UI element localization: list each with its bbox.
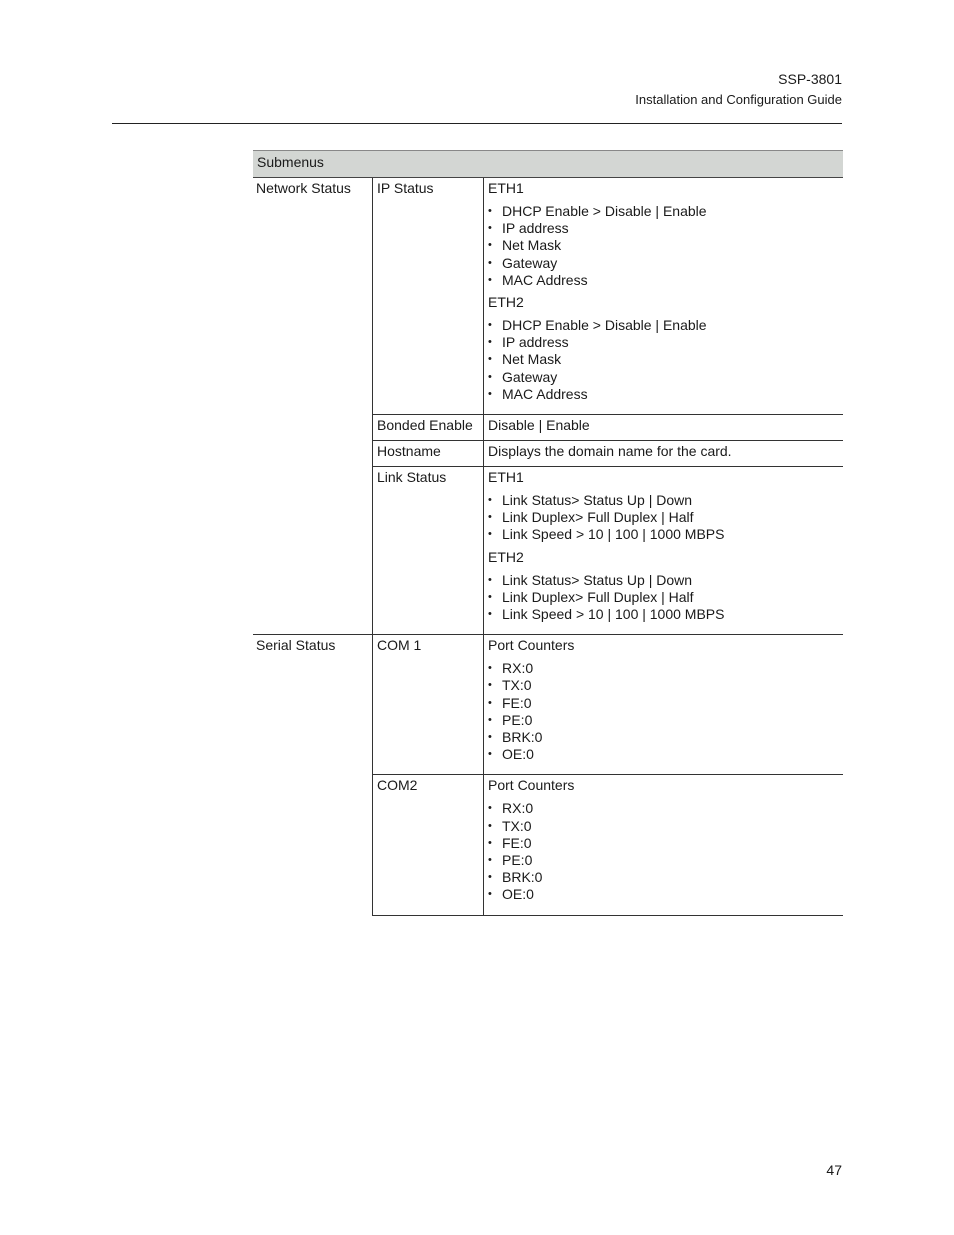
eth1-label: ETH1 xyxy=(488,180,524,196)
network-status-label: Network Status xyxy=(256,180,351,196)
bonded-enable-value: Disable | Enable xyxy=(484,415,844,441)
list-item: • Link Speed > 10 | 100 | 1000 MBPS xyxy=(488,526,839,543)
port-counters-heading: Port Counters xyxy=(488,637,575,654)
list-item: • IP address xyxy=(488,220,839,237)
com1-counters-list xyxy=(488,660,839,763)
header-divider xyxy=(112,123,842,124)
port-counters-heading: Port Counters xyxy=(488,777,575,794)
link-eth1-list xyxy=(488,492,839,544)
page-number: 47 xyxy=(826,1162,842,1178)
link-eth2-list xyxy=(488,572,839,624)
list-item: • OE:0 xyxy=(488,886,839,903)
list-item: • BRK:0 xyxy=(488,869,839,886)
list-item: • Gateway xyxy=(488,255,839,272)
table-row xyxy=(253,635,843,775)
list-item: • Gateway xyxy=(488,369,839,386)
list-item: • MAC Address xyxy=(488,272,839,289)
link-status-label: Link Status xyxy=(373,467,484,635)
list-item: • RX:0 xyxy=(488,800,839,817)
com2-details xyxy=(484,775,844,915)
hostname-value: Displays the domain name for the card. xyxy=(484,441,844,467)
ip-status-details xyxy=(484,178,844,415)
list-item: • Link Speed > 10 | 100 | 1000 MBPS xyxy=(488,606,839,623)
ip-status-label: IP Status xyxy=(373,178,484,415)
list-item: • OE:0 xyxy=(488,746,839,763)
com1-label: COM 1 xyxy=(373,635,484,775)
eth1-label: ETH1 xyxy=(488,469,524,486)
list-item: • PE:0 xyxy=(488,852,839,869)
document-title: Installation and Configuration Guide xyxy=(635,92,842,107)
serial-status-label: Serial Status xyxy=(253,635,373,915)
list-item: • DHCP Enable > Disable | Enable xyxy=(488,203,839,220)
hostname-label: Hostname xyxy=(373,441,484,467)
list-item: • PE:0 xyxy=(488,712,839,729)
list-item: • BRK:0 xyxy=(488,729,839,746)
document-id: SSP-3801 xyxy=(778,71,842,87)
table-title: Submenus xyxy=(253,151,843,178)
list-item: • Net Mask xyxy=(488,237,839,254)
list-item: • Link Status> Status Up | Down xyxy=(488,492,839,509)
list-item: • DHCP Enable > Disable | Enable xyxy=(488,317,839,334)
list-item: • Link Duplex> Full Duplex | Half xyxy=(488,509,839,526)
list-item: • FE:0 xyxy=(488,695,839,712)
page-header xyxy=(635,70,842,109)
table-row xyxy=(253,178,843,415)
list-item: • FE:0 xyxy=(488,835,839,852)
list-item: • MAC Address xyxy=(488,386,839,403)
eth2-label: ETH2 xyxy=(488,548,524,565)
eth2-label: ETH2 xyxy=(488,294,524,311)
ip-eth1-list xyxy=(488,203,839,289)
link-status-details xyxy=(484,467,844,635)
submenus-table xyxy=(253,150,843,916)
list-item: • TX:0 xyxy=(488,677,839,694)
list-item: • Link Status> Status Up | Down xyxy=(488,572,839,589)
list-item: • IP address xyxy=(488,334,839,351)
list-item: • Net Mask xyxy=(488,351,839,368)
com1-details xyxy=(484,635,844,775)
ip-eth2-list xyxy=(488,317,839,403)
com2-label: COM2 xyxy=(373,775,484,915)
com2-counters-list xyxy=(488,800,839,903)
list-item: • RX:0 xyxy=(488,660,839,677)
list-item: • Link Duplex> Full Duplex | Half xyxy=(488,589,839,606)
list-item: • TX:0 xyxy=(488,818,839,835)
bonded-enable-label: Bonded Enable xyxy=(373,415,484,441)
